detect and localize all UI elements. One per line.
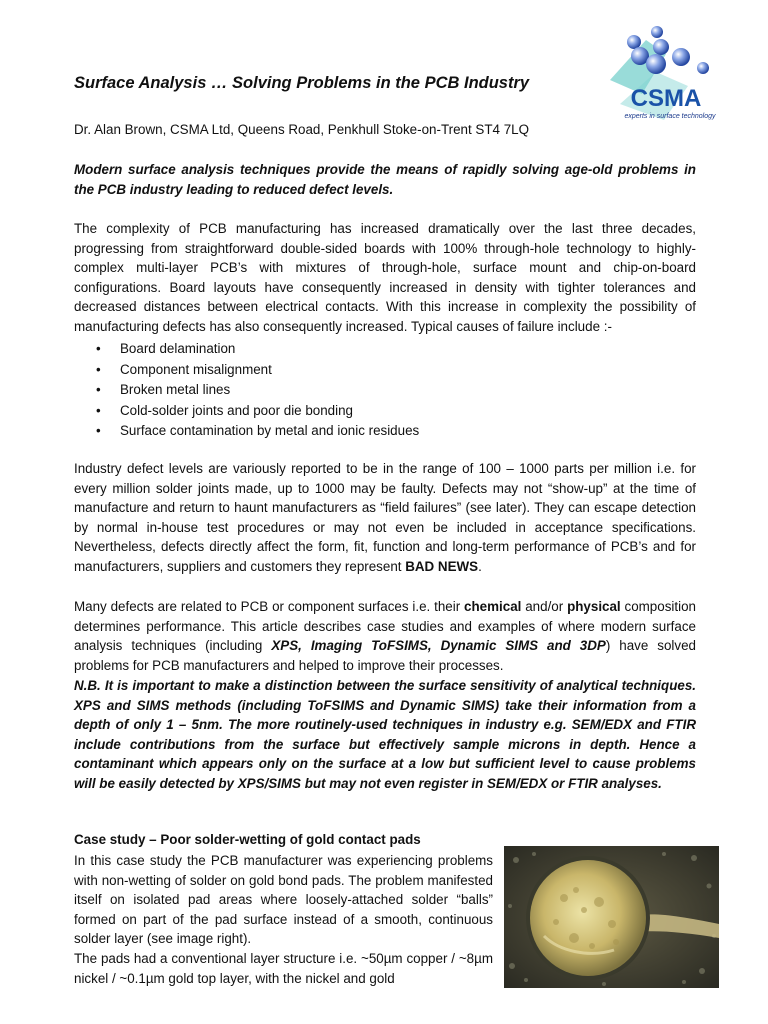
bullet-icon: • xyxy=(96,402,101,418)
chemical-emphasis: chemical xyxy=(464,599,522,614)
logo-sphere xyxy=(651,26,663,38)
defect-levels-text: Industry defect levels are variously reported to be in the range of 100 – 1000 parts per million i.e. for every million solder joints made, up to 1000 may be faulty. Defects may not “show-up” at the time of manufacture and return to haunt manufacturers as “field failures” (see later). They can escape detection by normal in-house test procedures or may not even be included in acceptance specifications. Nevertheless, defects directly affect the form, fit, function and long-term performance of PCB’s and for manufacturers, suppliers and customers they represent xyxy=(74,461,696,574)
list-item xyxy=(74,421,696,442)
techniques-emphasis: XPS, Imaging ToFSIMS, Dynamic SIMS and 3DP xyxy=(271,638,606,653)
logo-sphere xyxy=(646,54,666,74)
gold-pad xyxy=(530,860,646,976)
case-study-paragraph xyxy=(74,851,493,988)
nb-note: N.B. It is important to make a distinction between the surface sensitivity of analytical techniques. XPS and SIMS methods (including ToFSIMS and Dynamic SIMS) take their information from a depth of only 1 – 5nm. The more routinely-used techniques in industry e.g. SEM/EDX and FTIR include contributions from the surface but effectively sample microns in depth. Hence a contaminant which appears only on the surface at a low but sufficient level to cause problems will be easily detected by XPS/SIMS but may not even register in SEM/EDX or FTIR analyses. xyxy=(74,678,696,791)
list-item xyxy=(74,380,696,401)
intro-paragraph: Modern surface analysis techniques provide the means of rapidly solving age-old problems in the PCB industry leading to reduced defect levels. xyxy=(74,162,696,197)
logo-sphere xyxy=(627,35,641,49)
defect-levels-paragraph xyxy=(74,459,696,576)
case-study-heading: Case study – Poor solder-wetting of gold contact pads xyxy=(74,832,421,847)
list-item xyxy=(74,339,696,360)
case-study-text-2: The pads had a conventional layer structure i.e. ~50µm copper / ~8µm nickel / ~0.1µm gold top layer, with the nickel and gold xyxy=(74,950,493,986)
text-run: ) have solved problems for PCB manufacturers and helped to improve their processes. xyxy=(74,638,696,673)
text-run: Many defects are related to PCB or component surfaces i.e. their xyxy=(74,599,465,614)
bullet-icon: • xyxy=(96,341,101,356)
bullet-icon: • xyxy=(96,382,101,398)
complexity-paragraph: The complexity of PCB manufacturing has increased dramatically over the last three decades, progressing from straightforward double-sided boards with 100% through-hole technology to highly-complex multi-layer PCB’s with mixtures of through-hole, surface mount and chip-on-board configurations. Board layouts have consequently increased in density with tighter tolerances and decreased distances between electrical contacts. With this increase in complexity the possibility of manufacturing defects has also consequently increased. Typical causes of failure include :- xyxy=(74,221,696,334)
failure-causes-list xyxy=(74,339,696,442)
article-title: Surface Analysis … Solving Problems in the PCB Industry xyxy=(74,74,530,92)
author-line: Dr. Alan Brown, CSMA Ltd, Queens Road, Penkhull Stoke-on-Trent ST4 7LQ xyxy=(74,122,530,137)
list-item xyxy=(74,360,696,381)
list-item xyxy=(74,401,696,422)
bullet-icon: • xyxy=(96,423,101,439)
list-item-text: Component misalignment xyxy=(120,361,272,377)
text-run: composition determines performance. This article describes case studies and examples of where modern surface analysis techniques (including xyxy=(74,599,696,653)
csma-logo xyxy=(606,22,722,122)
surfaces-paragraph xyxy=(74,597,696,675)
logo-sphere xyxy=(697,62,709,74)
bad-news-emphasis: BAD NEWS xyxy=(405,558,479,574)
logo-sphere xyxy=(653,39,669,55)
logo-tagline: experts in surface technology xyxy=(624,113,716,120)
logo-wordmark: CSMA xyxy=(630,85,702,112)
list-item-text: Surface contamination by metal and ionic residues xyxy=(120,423,420,439)
text-run: and/or xyxy=(521,599,568,614)
list-item-text: Broken metal lines xyxy=(120,382,231,398)
list-item-text: Cold-solder joints and poor die bonding xyxy=(120,402,354,418)
list-item-text: Board delamination xyxy=(120,341,236,356)
logo-sphere xyxy=(672,48,690,66)
solder-pad-micrograph xyxy=(504,846,719,988)
bullet-icon: • xyxy=(96,361,101,377)
period: . xyxy=(478,558,482,574)
case-study-text: In this case study the PCB manufacturer was experiencing problems with non-wetting of solder on gold bond pads. The problem manifested itself on isolated pad areas where loosely-attached solder “balls” formed on part of the pad surface instead of a smooth, continuous solder layer (see image right). xyxy=(74,853,493,947)
physical-emphasis: physical xyxy=(567,599,621,614)
